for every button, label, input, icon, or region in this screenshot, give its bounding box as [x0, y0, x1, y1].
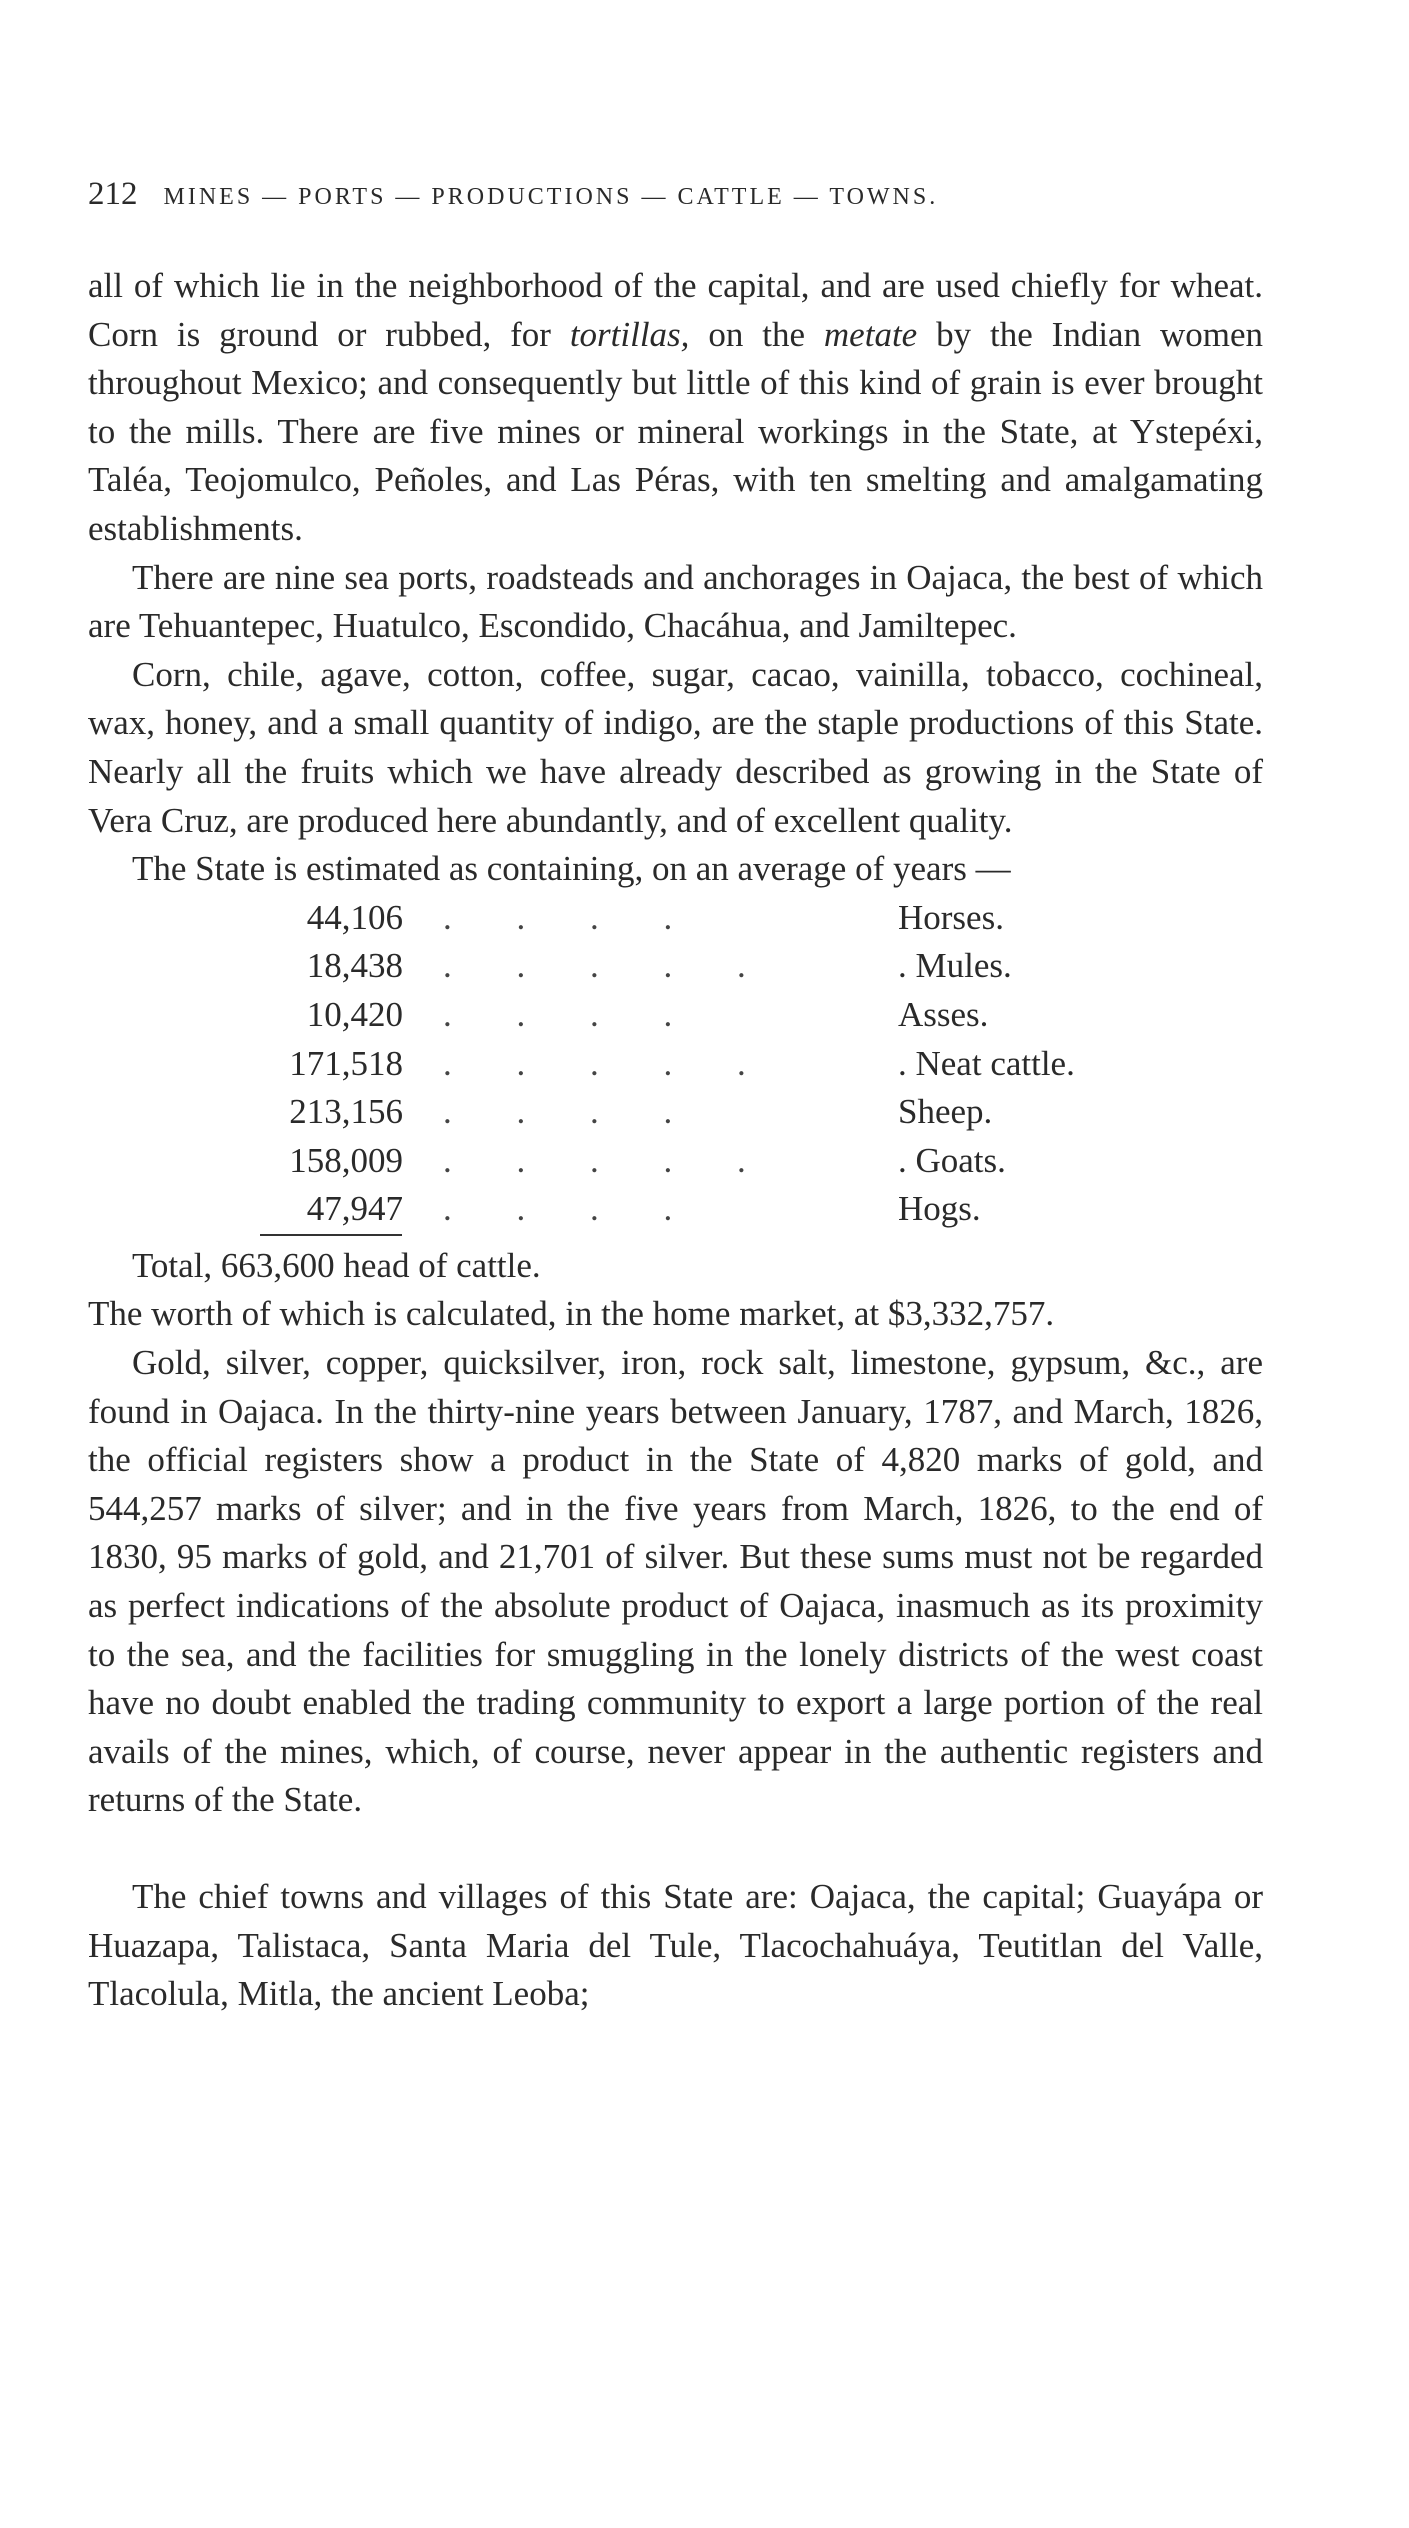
cattle-kind: . Goats.	[898, 1140, 1006, 1180]
cattle-row	[88, 942, 1263, 991]
paragraph-cattle-intro: The State is estimated as containing, on an average of years —	[132, 849, 1011, 889]
paragraph-productions: Corn, chile, agave, cotton, coffee, sugar, cacao, vainilla, tobacco, cochineal, wax, honey, and a small quantity of indigo, are the staple productions of this State. Nearly all the fruits which we have already described as growing in the State of Vera Cruz, are produced here abundantly, and of excellent quality.	[88, 654, 1263, 840]
cattle-row	[88, 1185, 1263, 1234]
italic-term: metate	[823, 314, 918, 354]
sum-rule	[260, 1234, 402, 1242]
cattle-kind: . Neat cattle.	[898, 1043, 1075, 1083]
cattle-count: 18,438	[306, 946, 403, 986]
text-run: all of which lie in the neighborhood of the capital, and are used chiefly for wheat. Corn is ground or rubbed, for	[88, 266, 1263, 354]
leader-dots: . . . . .	[443, 946, 774, 986]
cattle-row	[88, 1088, 1263, 1137]
cattle-count: 44,106	[306, 897, 403, 937]
leader-dots: . . . .	[443, 1092, 701, 1132]
cattle-count: 213,156	[289, 1092, 403, 1132]
cattle-row	[88, 991, 1263, 1040]
leader-dots: . . . . .	[443, 1140, 774, 1180]
leader-dots: . . . .	[443, 994, 701, 1034]
leader-dots: . . . .	[443, 897, 701, 937]
cattle-kind: . Mules.	[898, 946, 1012, 986]
cattle-count: 171,518	[289, 1043, 403, 1083]
section-gap	[88, 1825, 1263, 1873]
cattle-row	[88, 1137, 1263, 1186]
cattle-row	[88, 1040, 1263, 1089]
paragraph-towns: The chief towns and villages of this State are: Oajaca, the capital; Guayápa or Huazapa, Talistaca, Santa Maria del Tule, Tlacochahuáya, Teutitlan del Valle, Tlacolula, Mitla, the ancient Leoba;	[88, 1877, 1263, 2014]
paragraph-wheat-mines	[88, 262, 1263, 554]
page-number: 212	[88, 176, 138, 212]
body-text	[88, 262, 1263, 2019]
cattle-count: 158,009	[289, 1140, 403, 1180]
leader-dots: . . . . .	[443, 1043, 774, 1083]
cattle-kind: Horses.	[898, 897, 1004, 937]
cattle-count: 47,947	[306, 1189, 403, 1229]
cattle-kind: Sheep.	[898, 1092, 993, 1132]
text-run: on the	[689, 314, 824, 354]
paragraph-minerals: Gold, silver, copper, quicksilver, iron, rock salt, limestone, gypsum, &c., are found in Oajaca. In the thirty-nine years between January, 1787, and March, 1826, the official registers show a product in the State of 4,820 marks of gold, and 544,257 marks of silver; and in the five years from March, 1826, to the end of 1830, 95 marks of gold, and 21,701 of silver. But these sums must not be regarded as perfect indications of the absolute product of Oajaca, inasmuch as its proximity to the sea, and the facilities for smuggling in the lonely districts of the west coast have no doubt enabled the trading community to export a large portion of the real avails of the mines, which, of course, never appear in the authentic registers and returns of the State.	[88, 1343, 1263, 1820]
cattle-kind: Asses.	[898, 994, 989, 1034]
cattle-table	[88, 894, 1263, 1234]
cattle-worth: The worth of which is calculated, in the home market, at $3,332,757.	[88, 1294, 1055, 1334]
cattle-kind: Hogs.	[898, 1189, 981, 1229]
text-run: by the Indian women throughout Mexico; and consequently but little of this kind of grain is ever brought to the mills. There are five mines or mineral workings in the State, at Ystepéxi, Taléa, Teojomulco, Peñoles, and Las Péras, with ten smelting and amalgamating establishments.	[88, 314, 1264, 548]
paragraph-ports: There are nine sea ports, roadsteads and anchorages in Oajaca, the best of which are Tehuantepec, Huatulco, Escondido, Chacáhua, and Jamiltepec.	[88, 557, 1263, 646]
leader-dots: . . . .	[443, 1189, 701, 1229]
cattle-total: Total, 663,600 head of cattle.	[132, 1245, 541, 1285]
running-title: MINES — PORTS — PRODUCTIONS — CATTLE — TOWNS.	[163, 184, 939, 210]
italic-term: tortillas,	[569, 314, 690, 354]
running-header	[88, 176, 1263, 213]
cattle-row	[88, 894, 1263, 943]
cattle-count: 10,420	[306, 994, 403, 1034]
